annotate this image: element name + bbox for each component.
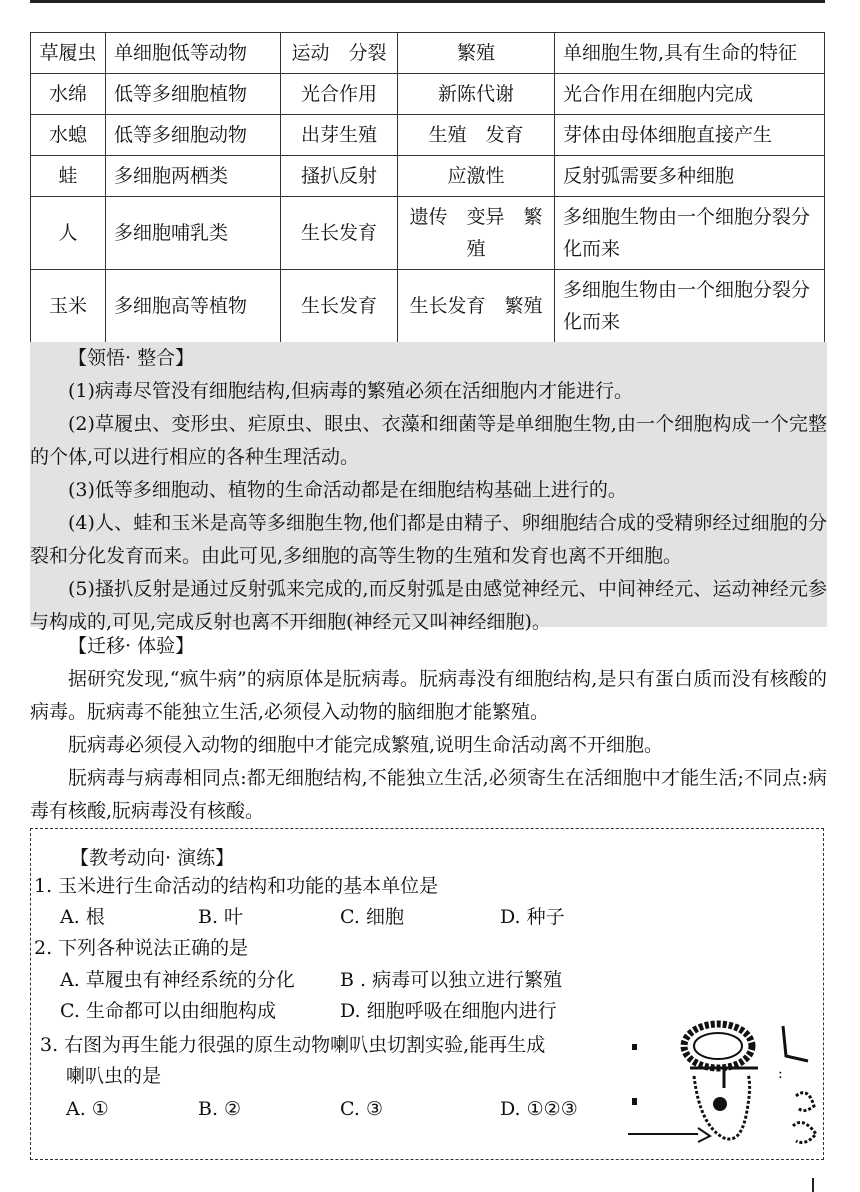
- table-cell: 繁殖: [398, 33, 555, 74]
- table-cell: 生殖 发育: [398, 115, 555, 156]
- q3-option-a: A. ①: [66, 1098, 109, 1120]
- table-cell: 单细胞生物,具有生命的特征: [555, 33, 825, 74]
- q2-option-b: B . 病毒可以独立进行繁殖: [340, 969, 563, 991]
- table-row: [31, 33, 825, 74]
- table-cell: 多细胞两栖类: [106, 156, 281, 197]
- table-cell: 多细胞生物由一个细胞分裂分化而来: [555, 197, 825, 270]
- transfer-item: 朊病毒必须侵入动物的细胞中才能完成繁殖,说明生命活动离不开细胞。: [68, 734, 664, 756]
- question-3-cont: 喇叭虫的是: [66, 1065, 162, 1087]
- q1-option-a: A. 根: [60, 906, 105, 928]
- table-cell: 草履虫: [31, 33, 106, 74]
- trumpet-animal-figure: [628, 1016, 823, 1151]
- transfer-item: 朊病毒与病毒相同点:都无细胞结构,不能独立生活,必须寄生在活细胞中才能生活;不同点:病毒有核酸,朊病毒没有核酸。: [30, 767, 827, 822]
- insight-item: (4)人、蛙和玉米是高等多细胞生物,他们都是由精子、卵细胞结合成的受精卵经过细胞的分裂和分化发育而来。由此可见,多细胞的高等生物的生殖和发育也离不开细胞。: [30, 512, 827, 567]
- table-cell: 水绵: [31, 74, 106, 115]
- table-row: [31, 156, 825, 197]
- question-2: 2. 下列各种说法正确的是: [34, 937, 249, 959]
- table-cell: 应激性: [398, 156, 555, 197]
- table-cell: 芽体由母体细胞直接产生: [555, 115, 825, 156]
- table-cell: 低等多细胞植物: [106, 74, 281, 115]
- table-row: [31, 74, 825, 115]
- question-1: 1. 玉米进行生命活动的结构和功能的基本单位是: [34, 875, 439, 897]
- table-cell: 运动 分裂: [281, 33, 398, 74]
- table-cell: 人: [31, 197, 106, 270]
- table-cell: 光合作用: [281, 74, 398, 115]
- table-cell: 低等多细胞动物: [106, 115, 281, 156]
- table-cell: 单细胞低等动物: [106, 33, 281, 74]
- table-cell: 多细胞生物由一个细胞分裂分化而来: [555, 270, 825, 343]
- exercise-heading: 【教考动向· 演练】: [70, 847, 235, 869]
- table-row: [31, 115, 825, 156]
- table-row: [31, 270, 825, 343]
- table-cell: 多细胞哺乳类: [106, 197, 281, 270]
- table-cell: 新陈代谢: [398, 74, 555, 115]
- table-cell: 多细胞高等植物: [106, 270, 281, 343]
- q2-option-a: A. 草履虫有神经系统的分化: [60, 969, 295, 991]
- insight-item: (2)草履虫、变形虫、疟原虫、眼虫、衣藻和细菌等是单细胞生物,由一个细胞构成一个完整的个体,可以进行相应的各种生理活动。: [30, 413, 827, 468]
- transfer-section: [30, 630, 827, 828]
- table-cell: 生长发育: [281, 270, 398, 343]
- insight-heading: 【领悟· 整合】: [68, 347, 195, 369]
- question-3: 3. 右图为再生能力很强的原生动物喇叭虫切割实验,能再生成: [40, 1034, 546, 1056]
- insight-section: [30, 342, 827, 639]
- q1-option-b: B. 叶: [198, 906, 244, 928]
- transfer-item: 据研究发现,“疯牛病”的病原体是朊病毒。朊病毒没有细胞结构,是只有蛋白质而没有核酸的病毒。朊病毒不能独立生活,必须侵入动物的脑细胞才能繁殖。: [30, 668, 827, 723]
- table-cell: 遗传 变异 繁殖: [398, 197, 555, 270]
- organism-table: [30, 32, 825, 343]
- table-cell: 出芽生殖: [281, 115, 398, 156]
- table-cell: 水螅: [31, 115, 106, 156]
- top-rule: [30, 0, 825, 3]
- q3-option-c: C. ③: [340, 1098, 383, 1120]
- table-cell: 光合作用在细胞内完成: [555, 74, 825, 115]
- table-row: [31, 197, 825, 270]
- transfer-heading: 【迁移· 体验】: [68, 635, 195, 657]
- table-cell: 蛙: [31, 156, 106, 197]
- table-cell: 玉米: [31, 270, 106, 343]
- insight-item: (1)病毒尽管没有细胞结构,但病毒的繁殖必须在活细胞内才能进行。: [68, 380, 633, 402]
- q2-option-d: D. 细胞呼吸在细胞内进行: [340, 1000, 557, 1022]
- table-cell: 反射弧需要多种细胞: [555, 156, 825, 197]
- table-cell: 生长发育: [281, 197, 398, 270]
- insight-item: (5)搔扒反射是通过反射弧来完成的,而反射弧是由感觉神经元、中间神经元、运动神经元参与构成的,可见,完成反射也离不开细胞(神经元又叫神经细胞)。: [30, 578, 827, 633]
- table-cell: 生长发育 繁殖: [398, 270, 555, 343]
- svg-text::: :: [778, 1066, 783, 1082]
- insight-item: (3)低等多细胞动、植物的生命活动都是在细胞结构基础上进行的。: [68, 479, 627, 501]
- q3-option-d: D. ①②③: [500, 1098, 578, 1120]
- q1-option-d: D. 种子: [500, 906, 565, 928]
- q2-option-c: C. 生命都可以由细胞构成: [60, 1000, 276, 1022]
- page-corner-mark: [812, 1178, 814, 1192]
- q3-option-b: B. ②: [198, 1098, 242, 1120]
- q1-option-c: C. 细胞: [340, 906, 404, 928]
- table-cell: 搔扒反射: [281, 156, 398, 197]
